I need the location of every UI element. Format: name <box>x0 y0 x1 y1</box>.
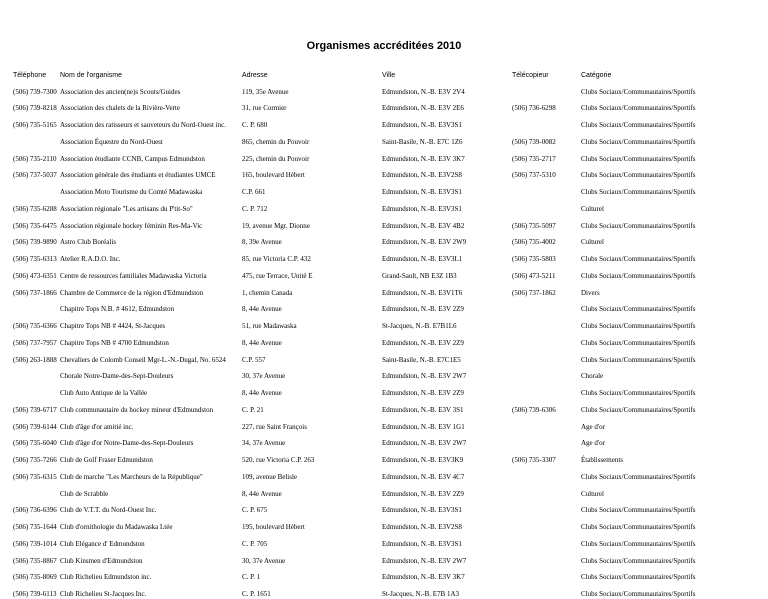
cell-telephone: (506) 263-1888 <box>13 355 57 364</box>
cell-nom: Association étudiante CCNB, Campus Edmundston <box>60 154 205 163</box>
cell-ville: Edmundston, N.-B. E3V 3K7 <box>382 573 465 582</box>
cell-categorie: Clubs Sociaux/Communautaires/Sportifs <box>581 556 696 565</box>
cell-ville: Edmundston, N.-B. E3V 2Z9 <box>382 389 464 397</box>
cell-adresse: C. P. 675 <box>242 506 268 515</box>
cell-nom: Club d'ornithologie du Madawaska Ltée <box>60 523 173 531</box>
cell-nom: Association Équestre du Nord-Ouest <box>60 137 163 146</box>
cell-telecopieur: (506) 735-3307 <box>512 456 556 464</box>
cell-telephone: (506) 735-6313 <box>13 255 57 263</box>
cell-adresse: C. P. 1 <box>242 573 261 582</box>
cell-nom: Chapitre Tops N.B. # 4612, Edmundston <box>60 305 175 314</box>
cell-categorie: Clubs Sociaux/Communautaires/Sportifs <box>581 573 696 582</box>
cell-nom: Club de Golf Fraser Edmundston <box>60 456 153 464</box>
table-row <box>0 398 768 414</box>
cell-ville: Edmundston, N.-B. E3V2S8 <box>382 171 462 180</box>
cell-telephone: (506) 739-8218 <box>13 104 57 113</box>
cell-categorie: Clubs Sociaux/Communautaires/Sportifs <box>581 104 696 113</box>
cell-categorie: Clubs Sociaux/Communautaires/Sportifs <box>581 355 696 364</box>
cell-adresse: 85, rue Victoria C.P. 432 <box>242 255 311 263</box>
table-row <box>0 248 768 264</box>
cell-nom: Club d'âge d'or Notre-Dame-des-Sept-Douleurs <box>60 439 194 448</box>
cell-telecopieur: (506) 739-6306 <box>512 405 556 414</box>
cell-nom: Association des chalets de la Rivière-Verte <box>60 104 180 113</box>
table-row <box>0 130 768 146</box>
cell-telephone: (506) 735-7266 <box>13 456 57 464</box>
cell-nom: Chevaliers de Colomb Conseil Mgr-L.-N.-Dugal, No. 6524 <box>60 355 226 364</box>
cell-telephone: (506) 739-9890 <box>13 238 57 247</box>
table-row <box>0 516 768 532</box>
cell-categorie: Clubs Sociaux/Communautaires/Sportifs <box>581 322 696 330</box>
table-row <box>0 181 768 197</box>
table-row <box>0 415 768 431</box>
table-row <box>0 164 768 180</box>
table-row <box>0 281 768 297</box>
cell-telephone: (506) 739-6113 <box>13 590 57 598</box>
header-telecopieur: Télécopieur <box>512 72 549 79</box>
cell-categorie: Établissements <box>581 456 623 464</box>
cell-categorie: Age d'or <box>581 422 606 431</box>
cell-ville: Saint-Basile, N.-B. E7C 1Z6 <box>382 137 463 146</box>
cell-categorie: Clubs Sociaux/Communautaires/Sportifs <box>581 338 696 347</box>
cell-ville: Edmundston, N.-B. E3V2S8 <box>382 523 462 531</box>
cell-categorie: Clubs Sociaux/Communautaires/Sportifs <box>581 121 696 129</box>
cell-categorie: Clubs Sociaux/Communautaires/Sportifs <box>581 221 696 230</box>
cell-nom: Club Richelieu St-Jacques Inc. <box>60 590 147 598</box>
cell-ville: Edmundston, N.-B. E3V3S1 <box>382 204 462 213</box>
table-row <box>0 432 768 448</box>
cell-telephone: (506) 735-1644 <box>13 523 57 531</box>
table-row <box>0 465 768 481</box>
cell-nom: Centre de ressources familiales Madawaska Victoria <box>60 271 207 280</box>
cell-adresse: C. P. 680 <box>242 121 268 129</box>
cell-telecopieur: (506) 473-5211 <box>512 271 556 280</box>
cell-ville: Edmundston, N.-B. E3V 2Z9 <box>382 489 464 498</box>
cell-ville: Edmundston, N.-B. E3V 3S1 <box>382 405 464 414</box>
cell-adresse: 109, avenue Belisle <box>242 472 298 481</box>
cell-categorie: Clubs Sociaux/Communautaires/Sportifs <box>581 255 696 263</box>
header-telephone: Téléphone <box>13 72 47 79</box>
table-row <box>0 382 768 398</box>
cell-nom: Club communautaire du hockey mineur d'Edmundston <box>60 405 214 414</box>
cell-ville: Edmundston, N.-B. E3V 2Z9 <box>382 338 464 347</box>
cell-ville: Edmundston, N.-B. E3V 2W9 <box>382 238 467 247</box>
cell-categorie: Clubs Sociaux/Communautaires/Sportifs <box>581 405 696 414</box>
cell-ville: Edmundston, N.-B. E3V 4C7 <box>382 472 465 481</box>
cell-adresse: C. P. 712 <box>242 204 268 213</box>
cell-categorie: Clubs Sociaux/Communautaires/Sportifs <box>581 137 696 146</box>
cell-categorie: Clubs Sociaux/Communautaires/Sportifs <box>581 188 696 196</box>
cell-adresse: 225, chemin du Pouvoir <box>242 154 310 163</box>
cell-nom: Chambre de Commerce de la région d'Edmundston <box>60 288 204 297</box>
cell-nom: Association régionale "Les artisans du P'tit-So" <box>60 204 193 213</box>
cell-categorie: Clubs Sociaux/Communautaires/Sportifs <box>581 506 696 515</box>
cell-adresse: 475, rue Terrace, Unité E <box>242 271 313 280</box>
cell-telephone: (506) 739-1014 <box>13 539 57 548</box>
table-row <box>0 315 768 331</box>
cell-adresse: 30, 37e Avenue <box>242 372 286 381</box>
cell-nom: Association des ancien(ne)s Scouts/Guides <box>60 87 181 96</box>
table-row <box>0 197 768 213</box>
cell-adresse: 119, 35e Avenue <box>242 87 289 96</box>
cell-ville: Edmundston, N.-B. E3V3S1 <box>382 121 462 129</box>
cell-telecopieur: (506) 735-5803 <box>512 255 556 263</box>
cell-nom: Club d'âge d'or amitié inc. <box>60 422 134 431</box>
cell-categorie: Divers <box>581 288 600 297</box>
cell-adresse: 8, 39e Avenue <box>242 238 282 247</box>
cell-adresse: 31, rue Cormier <box>242 104 287 113</box>
cell-categorie: Chorale <box>581 372 604 381</box>
cell-ville: Grand-Sault, NB E3Z 1B3 <box>382 271 457 280</box>
cell-telephone: (506) 739-7300 <box>13 87 57 96</box>
cell-adresse: 8, 44e Avenue <box>242 489 282 498</box>
cell-telephone: (506) 735-6040 <box>13 439 57 448</box>
cell-nom: Association Moto Tourisme du Comté Madawaska <box>60 188 203 196</box>
cell-categorie: Clubs Sociaux/Communautaires/Sportifs <box>581 305 696 314</box>
cell-ville: Edmundston, N.-B. E3V3S1 <box>382 539 462 548</box>
table-row <box>0 80 768 96</box>
cell-ville: Edmundston, N.-B. E3V3S1 <box>382 188 462 196</box>
cell-ville: Edmundston, N.-B. E3V3L1 <box>382 255 463 263</box>
cell-telephone: (506) 739-6717 <box>13 405 57 414</box>
cell-ville: St-Jacques, N.-B. E7B 1A3 <box>382 590 459 598</box>
table-row <box>0 499 768 515</box>
cell-categorie: Clubs Sociaux/Communautaires/Sportifs <box>581 87 696 96</box>
cell-categorie: Culturel <box>581 204 604 213</box>
table-row <box>0 214 768 230</box>
table-row <box>0 566 768 582</box>
table-row <box>0 365 768 381</box>
table-row <box>0 482 768 498</box>
cell-ville: Saint-Basile, N.-B. E7C1E5 <box>382 355 461 364</box>
cell-categorie: Clubs Sociaux/Communautaires/Sportifs <box>581 389 696 397</box>
cell-nom: Atelier R.A.D.O. Inc. <box>60 255 121 263</box>
table-row <box>0 449 768 465</box>
cell-nom: Club de Scrabble <box>60 489 109 498</box>
cell-ville: Edmundston, N.-B. E3V 2W7 <box>382 556 467 565</box>
cell-telephone: (506) 735-6288 <box>13 204 57 213</box>
cell-ville: Edmundston, N.-B. E3V 2V4 <box>382 87 465 96</box>
cell-categorie: Clubs Sociaux/Communautaires/Sportifs <box>581 590 696 598</box>
cell-ville: Edmundston, N.-B. E3V3K9 <box>382 456 464 464</box>
cell-adresse: 165, boulevard Hébert <box>242 171 305 180</box>
cell-nom: Club Elégance d' Edmundston <box>60 539 145 548</box>
table-row <box>0 549 768 565</box>
cell-telecopieur: (506) 739-0082 <box>512 137 556 146</box>
cell-ville: Edmundston, N.-B. E3V 3K7 <box>382 154 465 163</box>
cell-categorie: Culturel <box>581 238 604 247</box>
cell-adresse: 51, rue Madawaska <box>242 322 297 330</box>
table-row <box>0 298 768 314</box>
cell-telecopieur: (506) 736-6298 <box>512 104 556 113</box>
cell-nom: Association des ratisseurs et sauveteurs du Nord-Ouest inc. <box>60 121 227 129</box>
table-row <box>0 264 768 280</box>
header-ville: Ville <box>382 72 396 79</box>
cell-telephone: (506) 735-6366 <box>13 322 57 330</box>
cell-telephone: (506) 739-6144 <box>13 422 57 431</box>
cell-ville: Edmundston, N.-B. E3V 4B2 <box>382 221 465 230</box>
cell-nom: Chorale Notre-Dame-des-Sept-Douleurs <box>60 372 174 381</box>
cell-categorie: Clubs Sociaux/Communautaires/Sportifs <box>581 271 696 280</box>
cell-telephone: (506) 735-8867 <box>13 556 57 565</box>
table-row <box>0 97 768 113</box>
cell-adresse: 34, 37e Avenue <box>242 439 286 448</box>
cell-telephone: (506) 737-5037 <box>13 171 57 180</box>
cell-nom: Club Auto Antique de la Vallée <box>60 389 148 397</box>
cell-telecopieur: (506) 735-5097 <box>512 221 556 230</box>
cell-ville: Edmundston, N.-B. E3V 2E6 <box>382 104 464 113</box>
cell-telephone: (506) 735-6315 <box>13 472 57 481</box>
cell-adresse: 8, 44e Avenue <box>242 338 282 347</box>
cell-adresse: 865, chemin du Pouvoir <box>242 137 310 146</box>
cell-nom: Club de marche "Les Marcheurs de la République" <box>60 472 203 481</box>
document-title: Organismes accréditées 2010 <box>306 40 462 52</box>
cell-adresse: C. P. 21 <box>242 405 264 414</box>
cell-ville: Edmundston, N.-B. E3V 2W7 <box>382 372 467 381</box>
table-row <box>0 583 768 599</box>
table-row <box>0 532 768 548</box>
header-categorie: Catégorie <box>581 72 612 79</box>
cell-ville: St-Jacques, N.-B. E7B1L6 <box>382 322 457 330</box>
cell-telephone: (506) 735-8069 <box>13 573 57 582</box>
table-row <box>0 348 768 364</box>
cell-ville: Edmundston, N.-B. E3V3S1 <box>382 506 462 515</box>
cell-telecopieur: (506) 735-4002 <box>512 238 556 247</box>
table-row <box>0 231 768 247</box>
cell-telephone: (506) 735-6475 <box>13 221 57 230</box>
cell-nom: Club de V.T.T. du Nord-Ouest Inc. <box>60 506 157 515</box>
cell-ville: Edmundston, N.-B. E3V1T6 <box>382 288 463 297</box>
cell-telephone: (506) 737-7957 <box>13 338 57 347</box>
cell-adresse: C. P. 1651 <box>242 590 271 598</box>
cell-categorie: Clubs Sociaux/Communautaires/Sportifs <box>581 539 696 548</box>
cell-telephone: (506) 735-2110 <box>13 154 57 163</box>
cell-ville: Edmundston, N.-B. E3V 1G1 <box>382 422 465 431</box>
table-row <box>0 331 768 347</box>
cell-adresse: 195, boulevard Hébert <box>242 523 305 531</box>
cell-nom: Association générale des étudiants et étudiantes UMCE <box>60 171 216 180</box>
cell-telephone: (506) 735-5165 <box>13 121 57 129</box>
cell-adresse: 227, rue Saint François <box>242 422 307 431</box>
cell-nom: Club Kinsmen d'Edmundston <box>60 556 143 565</box>
cell-adresse: 30, 37e Avenue <box>242 556 286 565</box>
cell-telephone: (506) 473-6351 <box>13 271 57 280</box>
cell-nom: Association régionale hockey féminin Res-Ma-Vic <box>60 221 203 230</box>
cell-adresse: C.P. 661 <box>242 188 266 196</box>
cell-ville: Edmundston, N.-B. E3V 2W7 <box>382 439 467 448</box>
cell-adresse: 8, 44e Avenue <box>242 305 282 314</box>
cell-telecopieur: (506) 737-1862 <box>512 288 556 297</box>
cell-telecopieur: (506) 735-2717 <box>512 154 556 163</box>
cell-adresse: 19, avenue Mgr. Dionne <box>242 221 310 230</box>
table-row <box>0 147 768 163</box>
cell-ville: Edmundston, N.-B. E3V 2Z9 <box>382 305 464 314</box>
cell-nom: Club Richelieu Edmundston inc. <box>60 573 152 582</box>
cell-adresse: 8, 44e Avenue <box>242 389 282 397</box>
cell-adresse: 520, rue Victoria C.P. 263 <box>242 456 315 464</box>
cell-categorie: Clubs Sociaux/Communautaires/Sportifs <box>581 171 696 180</box>
cell-categorie: Clubs Sociaux/Communautaires/Sportifs <box>581 154 696 163</box>
cell-categorie: Clubs Sociaux/Communautaires/Sportifs <box>581 523 696 531</box>
cell-telephone: (506) 736-6396 <box>13 506 57 515</box>
cell-categorie: Culturel <box>581 489 604 498</box>
cell-nom: Astro Club Boréalis <box>60 238 116 247</box>
cell-adresse: C.P. 557 <box>242 355 266 364</box>
cell-telecopieur: (506) 737-5310 <box>512 171 556 180</box>
header-adresse: Adresse <box>242 72 268 79</box>
cell-nom: Chapitre Tops NB # 4700 Edmundston <box>60 338 169 347</box>
cell-categorie: Age d'or <box>581 439 606 448</box>
cell-adresse: C. P. 705 <box>242 539 268 548</box>
cell-nom: Chapitre Tops NB # 4424, St-Jacques <box>60 322 166 330</box>
cell-adresse: 1, chemin Canada <box>242 288 293 297</box>
cell-telephone: (506) 737-1866 <box>13 288 57 297</box>
header-nom: Nom de l'organisme <box>60 72 123 79</box>
cell-categorie: Clubs Sociaux/Communautaires/Sportifs <box>581 472 696 481</box>
table-row <box>0 114 768 130</box>
